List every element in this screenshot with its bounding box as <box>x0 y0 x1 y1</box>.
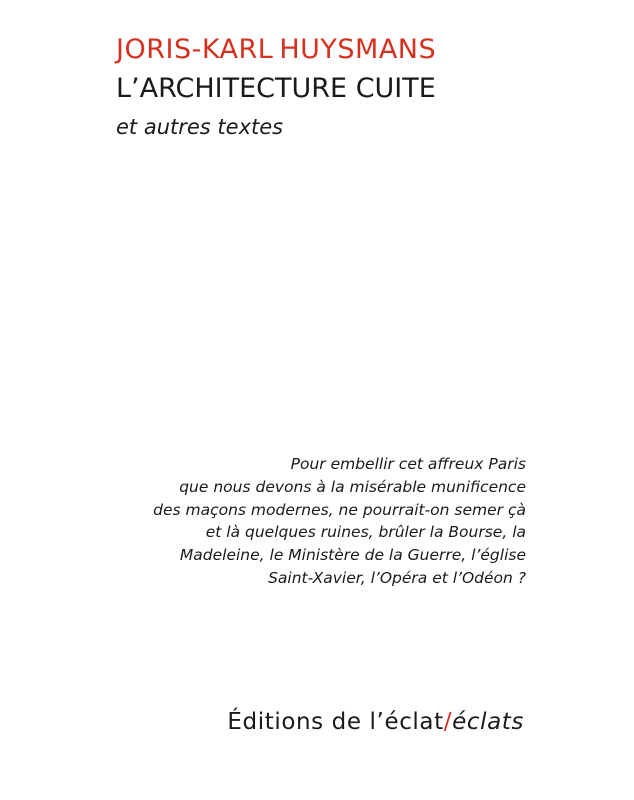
author-last-name: HUYSMANS <box>279 34 437 65</box>
publisher-imprint <box>227 711 524 734</box>
book-subtitle: et autres textes <box>116 115 284 139</box>
epigraph-line: des maçons modernes, ne pourrait-on semer çà <box>153 500 526 519</box>
epigraph-line: Saint-Xavier, l’Opéra et l’Odéon ? <box>268 568 526 587</box>
publisher-separator: / <box>443 709 453 735</box>
author-first-name: JORIS-KARL <box>116 34 274 65</box>
book-title: L’ARCHITECTURE CUITE <box>116 73 436 104</box>
epigraph-line: Pour embellir cet affreux Paris <box>290 455 526 473</box>
author-name <box>116 36 436 63</box>
epigraph-line: que nous devons à la misérable munificence <box>179 477 526 496</box>
epigraph-line: Madeleine, le Ministère de la Guerre, l’église <box>179 546 526 565</box>
epigraph-line: et là quelques ruines, brûler la Bourse, la <box>205 523 526 542</box>
publisher-collection: éclats <box>452 709 524 735</box>
epigraph <box>106 453 526 590</box>
publisher-name: Éditions de l’éclat <box>227 709 444 735</box>
